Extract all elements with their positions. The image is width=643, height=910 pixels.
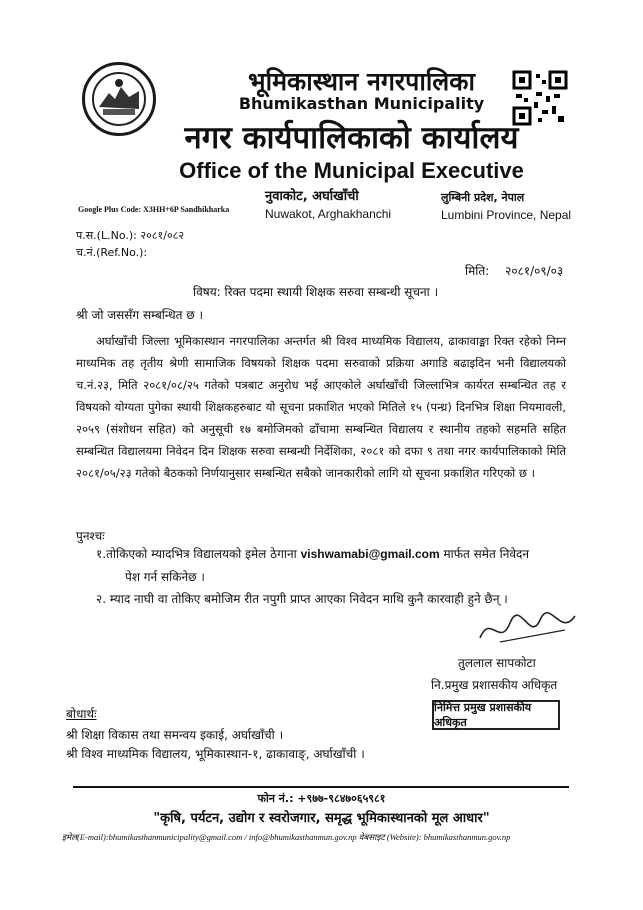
cc-recipient-2: श्री विश्व माध्यमिक विद्यालय, भूमिकास्थान-१, ढाकावाङ्, अर्घाखाँची ।	[66, 747, 365, 761]
cc-recipient-1: श्री शिक्षा विकास तथा समन्वय इकाई, अर्घाखाँची ।	[66, 728, 284, 742]
location-np: नुवाकोट, अर्घाखाँची	[265, 189, 359, 204]
google-plus-code: Google Plus Code: X3HH+6P Sandhikharka	[78, 205, 230, 214]
postscript-heading: पुनश्चः	[76, 529, 105, 543]
reference-number-label: च.नं.(Ref.No.):	[76, 246, 148, 259]
location-en: Nuwakot, Arghakhanchi	[265, 207, 392, 221]
letter-body: अर्घाखाँची जिल्ला भूमिकास्थान नगरपालिका अन्तर्गत श्री विश्व माध्यमिक विद्यालय, ढाकावाङ्मा रिक्त रहेको निम्न माध्यमिक तह तृतीय श्रेणी सामाजिक विषयको शिक्षक पदमा सरुवाको प्रक्रिया अगाडि बढाइदिन भनी विद्यालयको च.नं.२३, मिति २०८१/०८/२५ गतेको पत्रबाट अनुरोध भई आएकोले अर्घाखाँची जिल्लाभित्र कार्यरत सम्बन्धित तह र विषयको योग्यता पुगेका स्थायी शिक्षकहरुबाट यो सूचना प्रकाशित भएको मितिले १५ (पन्ध्र) दिनभित्र शिक्षा नियमावली, २०५९ (संशोधन सहित) को अनुसूची १७ बमोजिमको ढाँचामा सम्बन्धित विद्यालय र स्थानीय तहको सहमति सहित सम्बन्धित विद्यालयमा निवेदन दिन शिक्षक सरुवा सम्बन्धी निर्देशिका, २०८१ को दफा ९ तथा नगर कार्यपालिकाको मिति २०८१/०५/२३ गतेको बैठकको निर्णयानुसार सम्बन्धित सबैको जानकारीको लागि यो सूचना प्रकाशित गरिएको छ ।	[76, 334, 566, 480]
date-label: मिति:	[465, 264, 490, 278]
footer-slogan: "कृषि, पर्यटन, उद्योग र स्वरोजगार, समृद्ध भूमिकास्थानको मूल आधार"	[153, 811, 490, 826]
footer-divider	[73, 786, 569, 788]
point-1-text-c: पेश गर्न सकिनेछ ।	[125, 570, 205, 584]
school-email-link[interactable]: vishwamabi@gmail.com	[300, 547, 440, 561]
municipality-name-np: भूमिकास्थान नगरपालिका	[248, 67, 475, 96]
letter-addressee: श्री जो जससँग सम्बन्धित छ ।	[76, 308, 204, 322]
office-title-np: नगर कार्यपालिकाको कार्यालय	[184, 120, 519, 156]
letter-number-value: २०८१/०८२	[140, 229, 185, 242]
point-1-text-b: मार्फत समेत निवेदन	[443, 547, 530, 561]
cc-heading: बोधार्थः	[66, 707, 97, 721]
date-value: २०८१/०९/०३	[505, 264, 564, 278]
footer-phone: फोन नं.: +९७७-९८४७०६५९८१	[257, 792, 386, 805]
handwritten-signature	[470, 608, 580, 650]
signatory-title: नि.प्रमुख प्रशासकीय अधिकृत	[431, 678, 558, 692]
province-en: Lumbini Province, Nepal	[441, 208, 572, 222]
signatory-name: तुललाल सापकोटा	[458, 656, 536, 670]
official-stamp: निमित्त प्रमुख प्रशासकीय अधिकृत	[432, 700, 560, 730]
letter-date	[465, 262, 563, 279]
province-np: लुम्बिनी प्रदेश, नेपाल	[441, 191, 525, 204]
municipality-name-en: Bhumikasthan Municipality	[238, 94, 485, 113]
letter-number-label: प.स.(L.No.):	[76, 229, 137, 242]
point-1-text-a: १.तोकिएको म्यादभित्र विद्यालयको इमेल ठेगाना	[96, 547, 297, 561]
letter-number	[76, 228, 184, 243]
footer-contact: इमेल(E-mail):bhumikasthanmunicipality@gmail.com / info@bhumikasthanmun.gov.np वेबसाइट (Website): bhumikasthanmun.gov.np	[62, 832, 511, 842]
postscript-point-1	[96, 545, 529, 562]
office-title-en: Office of the Municipal Executive	[179, 158, 524, 183]
letter-subject: विषय: रिक्त पदमा स्थायी शिक्षक सरुवा सम्बन्धी सूचना ।	[193, 285, 439, 299]
postscript-point-2: २. म्याद नाघी वा तोकिए बमोजिम रीत नपुगी प्राप्त आएका निवेदन माथि कुनै कारवाही हुने छैन् ।	[96, 592, 508, 606]
